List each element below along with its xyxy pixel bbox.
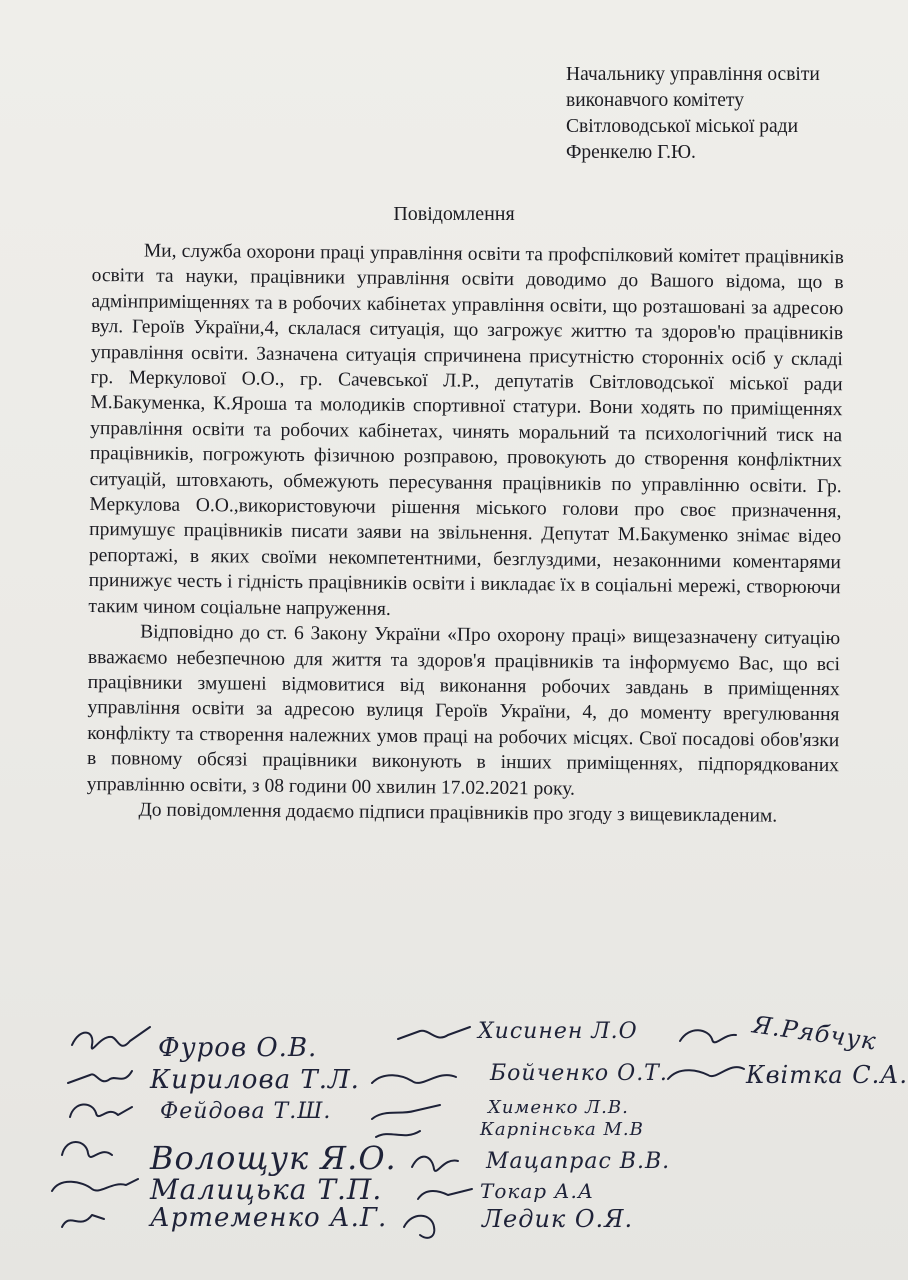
signature-name: Хименко Л.В. <box>488 1097 629 1118</box>
signature-name: Кирилова Т.Л. <box>150 1065 360 1095</box>
signature-scribble <box>376 1131 420 1137</box>
signature-name: Ледик О.Я. <box>482 1205 634 1233</box>
signature-name: Фуров О.В. <box>158 1033 318 1063</box>
signature-scribble <box>372 1105 440 1119</box>
signature-scribble <box>412 1157 458 1171</box>
signature-scribble <box>668 1067 744 1079</box>
signature-scribbles <box>0 1005 908 1265</box>
signature-scribble <box>72 1027 150 1049</box>
signature-name: Волощук Я.О. <box>150 1139 397 1177</box>
signature-scribble <box>404 1216 434 1238</box>
signatures-block <box>0 1005 908 1265</box>
signature-name: Хисинен Л.О <box>478 1019 638 1044</box>
addressee-line: Френкелю Г.Ю. <box>566 142 696 163</box>
signature-name: Артеменко А.Г. <box>150 1203 388 1233</box>
signature-name: Бойченко О.Т. <box>490 1061 668 1086</box>
addressee-line: Світловодської міської ради <box>566 116 799 137</box>
signature-scribble <box>62 1142 112 1157</box>
signature-scribble <box>62 1215 104 1227</box>
signature-scribble <box>680 1030 736 1042</box>
addressee-line: Начальнику управління освіти <box>566 64 820 85</box>
addressee-line: виконавчого комітету <box>566 90 744 111</box>
addressee-block <box>566 62 896 166</box>
signature-scribble <box>68 1071 132 1083</box>
document-body <box>86 238 844 830</box>
signature-name: Квітка С.А. <box>746 1061 908 1089</box>
signature-name: Токар А.А <box>480 1179 595 1203</box>
signature-name: Фейдова Т.Ш. <box>160 1099 332 1124</box>
body-paragraph: Ми, служба охорони праці управління освіти та профспілковий комітет працівників освіти та науки, працівники управління освіти доводимо до Вашого відома, що в адмінприміщеннях та в робочих кабінетах управління освіти, що розташовані за адресою вул. Героїв України,4, склалася ситуація, що загрожує життю та здоров'ю працівників управління освіти. Зазначена ситуація спричинена присутністю сторонніх осіб у складі гр. Меркулової О.О., гр. Сачевської Л.Р., депутатів Світловодської міської ради М.Бакуменка, К.Яроша та молодиків спортивної статури. Вони ходять по приміщеннях управління освіти та робочих кабінетах, чинять моральний та психологічний тиск на працівників, погрожують фізичною розправою, провокують до створення конфліктних ситуацій, штовхають, обмежують пересування працівників по управлінню освіти. Гр. Меркулова О.О.,використовуючи рішення міського голови про своє призначення, примушує працівників писати заяви на звільнення. Депутат М.Бакуменко знімає відео репортажі, в яких своїми некомпетентними, безглуздими, незаконними коментарями принижує честь і гідність працівників освіти і викладає їх в соціальні мережі, створюючи таким чином соціальне напруження. <box>88 240 844 620</box>
signature-scribble <box>52 1179 138 1191</box>
signature-scribble <box>398 1027 470 1039</box>
signature-name: Карпінська М.В <box>480 1119 644 1140</box>
body-paragraph: До повідомлення додаємо підписи працівників про згоду з вищевикладеним. <box>138 799 778 827</box>
body-paragraph: Відповідно до ст. 6 Закону України «Про охорону праці» вищезазначену ситуацію вважаємо небезпечною для життя та здоров'я працівників та інформуємо Вас, що всі працівники змушені відмовитися від виконання робочих завдань в приміщеннях управління освіти за адресою вулиця Героїв України, 4, до моменту врегулювання конфлікту та створення належних умов праці на робочих місцях. Свої посадові обов'язки в повному обсязі працівники виконують в інших приміщеннях, підпорядкованих управлінню освіти, з 08 години 00 хвилин 17.02.2021 року. <box>86 621 841 800</box>
signature-scribble <box>372 1075 456 1083</box>
signature-scribble <box>70 1104 132 1117</box>
signature-name: Я.Рябчук <box>750 1010 879 1056</box>
document-title: Повідомлення <box>393 203 515 225</box>
signature-scribble <box>418 1189 472 1199</box>
signature-name: Малицька Т.П. <box>150 1173 383 1206</box>
signature-name: Мацапрас В.В. <box>486 1149 671 1174</box>
